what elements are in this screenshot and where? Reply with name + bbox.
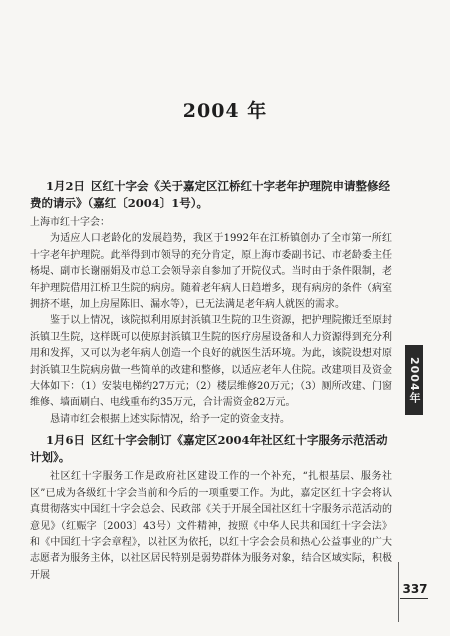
body-paragraph: 社区红十字服务工作是政府社区建设工作的一个补充，“扎根基层、服务社区”已成为各级红十字会当前和今后的一项重要工作。为此，嘉定区红十字会将认真贯彻落实中国红十字会总会、民政部《关于开展全国社区红十字服务示范活动的意见》（红赈字〔2003〕43号）文件精神，按照《中华人民共和国红十字会法》和《中国红十字会章程》，以社区为依托，以红十字会会员和热心公益事业的广大志愿者为服务主体，以社区居民特别是弱势群体为服务对象，结合区域实际，积极开展 [30, 471, 392, 581]
page-number: 337 [402, 582, 428, 596]
entry-date: 1月6日 [46, 433, 86, 448]
page-number-divider [398, 562, 399, 622]
entry-jan-6 [30, 432, 392, 584]
body-paragraph: 为适应人口老龄化的发展趋势，我区于1992年在江桥镇创办了全市第一所红十字老年护理院。此举得到市领导的充分肯定，原上海市委副书记、市老龄委主任杨堤、副市长谢丽娟及市总工会领导亲自参加了开院仪式。当时由于条件限制，老年护理院借用江桥卫生院的病房。随着老年病人日趋增多，现有病房的条件（病室拥挤不堪，加上房屋陈旧、漏水等），已无法满足老年病人就医的需求。 [30, 233, 392, 311]
side-tab-label: 2004年 [408, 356, 421, 404]
body-paragraph: 恳请市红会根据上述实际情况，给予一定的资金支持。 [50, 413, 290, 425]
entry-jan-2 [30, 178, 392, 428]
salutation: 上海市红十字会： [30, 217, 110, 228]
year-side-tab [405, 345, 423, 415]
entry-heading [30, 178, 392, 212]
page-title: 2004 年 [182, 100, 268, 122]
page-number-underline [400, 598, 428, 599]
entry-title: 区红十字会制订《嘉定区2004年社区红十字服务示范活动计划》。 [30, 433, 388, 465]
document-body [30, 178, 392, 584]
entry-heading [30, 432, 392, 466]
entry-date: 1月2日 [46, 179, 86, 193]
body-paragraph: 鉴于以上情况，该院拟利用原封浜镇卫生院的卫生资源，把护理院搬迁至原封浜镇卫生院，这样既可以使原封浜镇卫生院的医疗房屋设备和人力资源得到充分利用和发挥，又可以为老年病人创造一个良好的就医生活环境。为此，该院设想对原封浜镇卫生院病房做一些简单的改建和整修，以适应老年人住院。改建项目及资金大体如下：（1）安装电梯约27万元；（2）楼层维修20万元；（3）厕所改建、门窗维修、墙面刷白、电线重布约35万元，合计需资金82万元。 [30, 315, 392, 409]
entry-title: 区红十字会《关于嘉定区江桥红十字老年护理院申请整修经费的请示》（嘉红〔2004〕1号）。 [30, 179, 391, 210]
